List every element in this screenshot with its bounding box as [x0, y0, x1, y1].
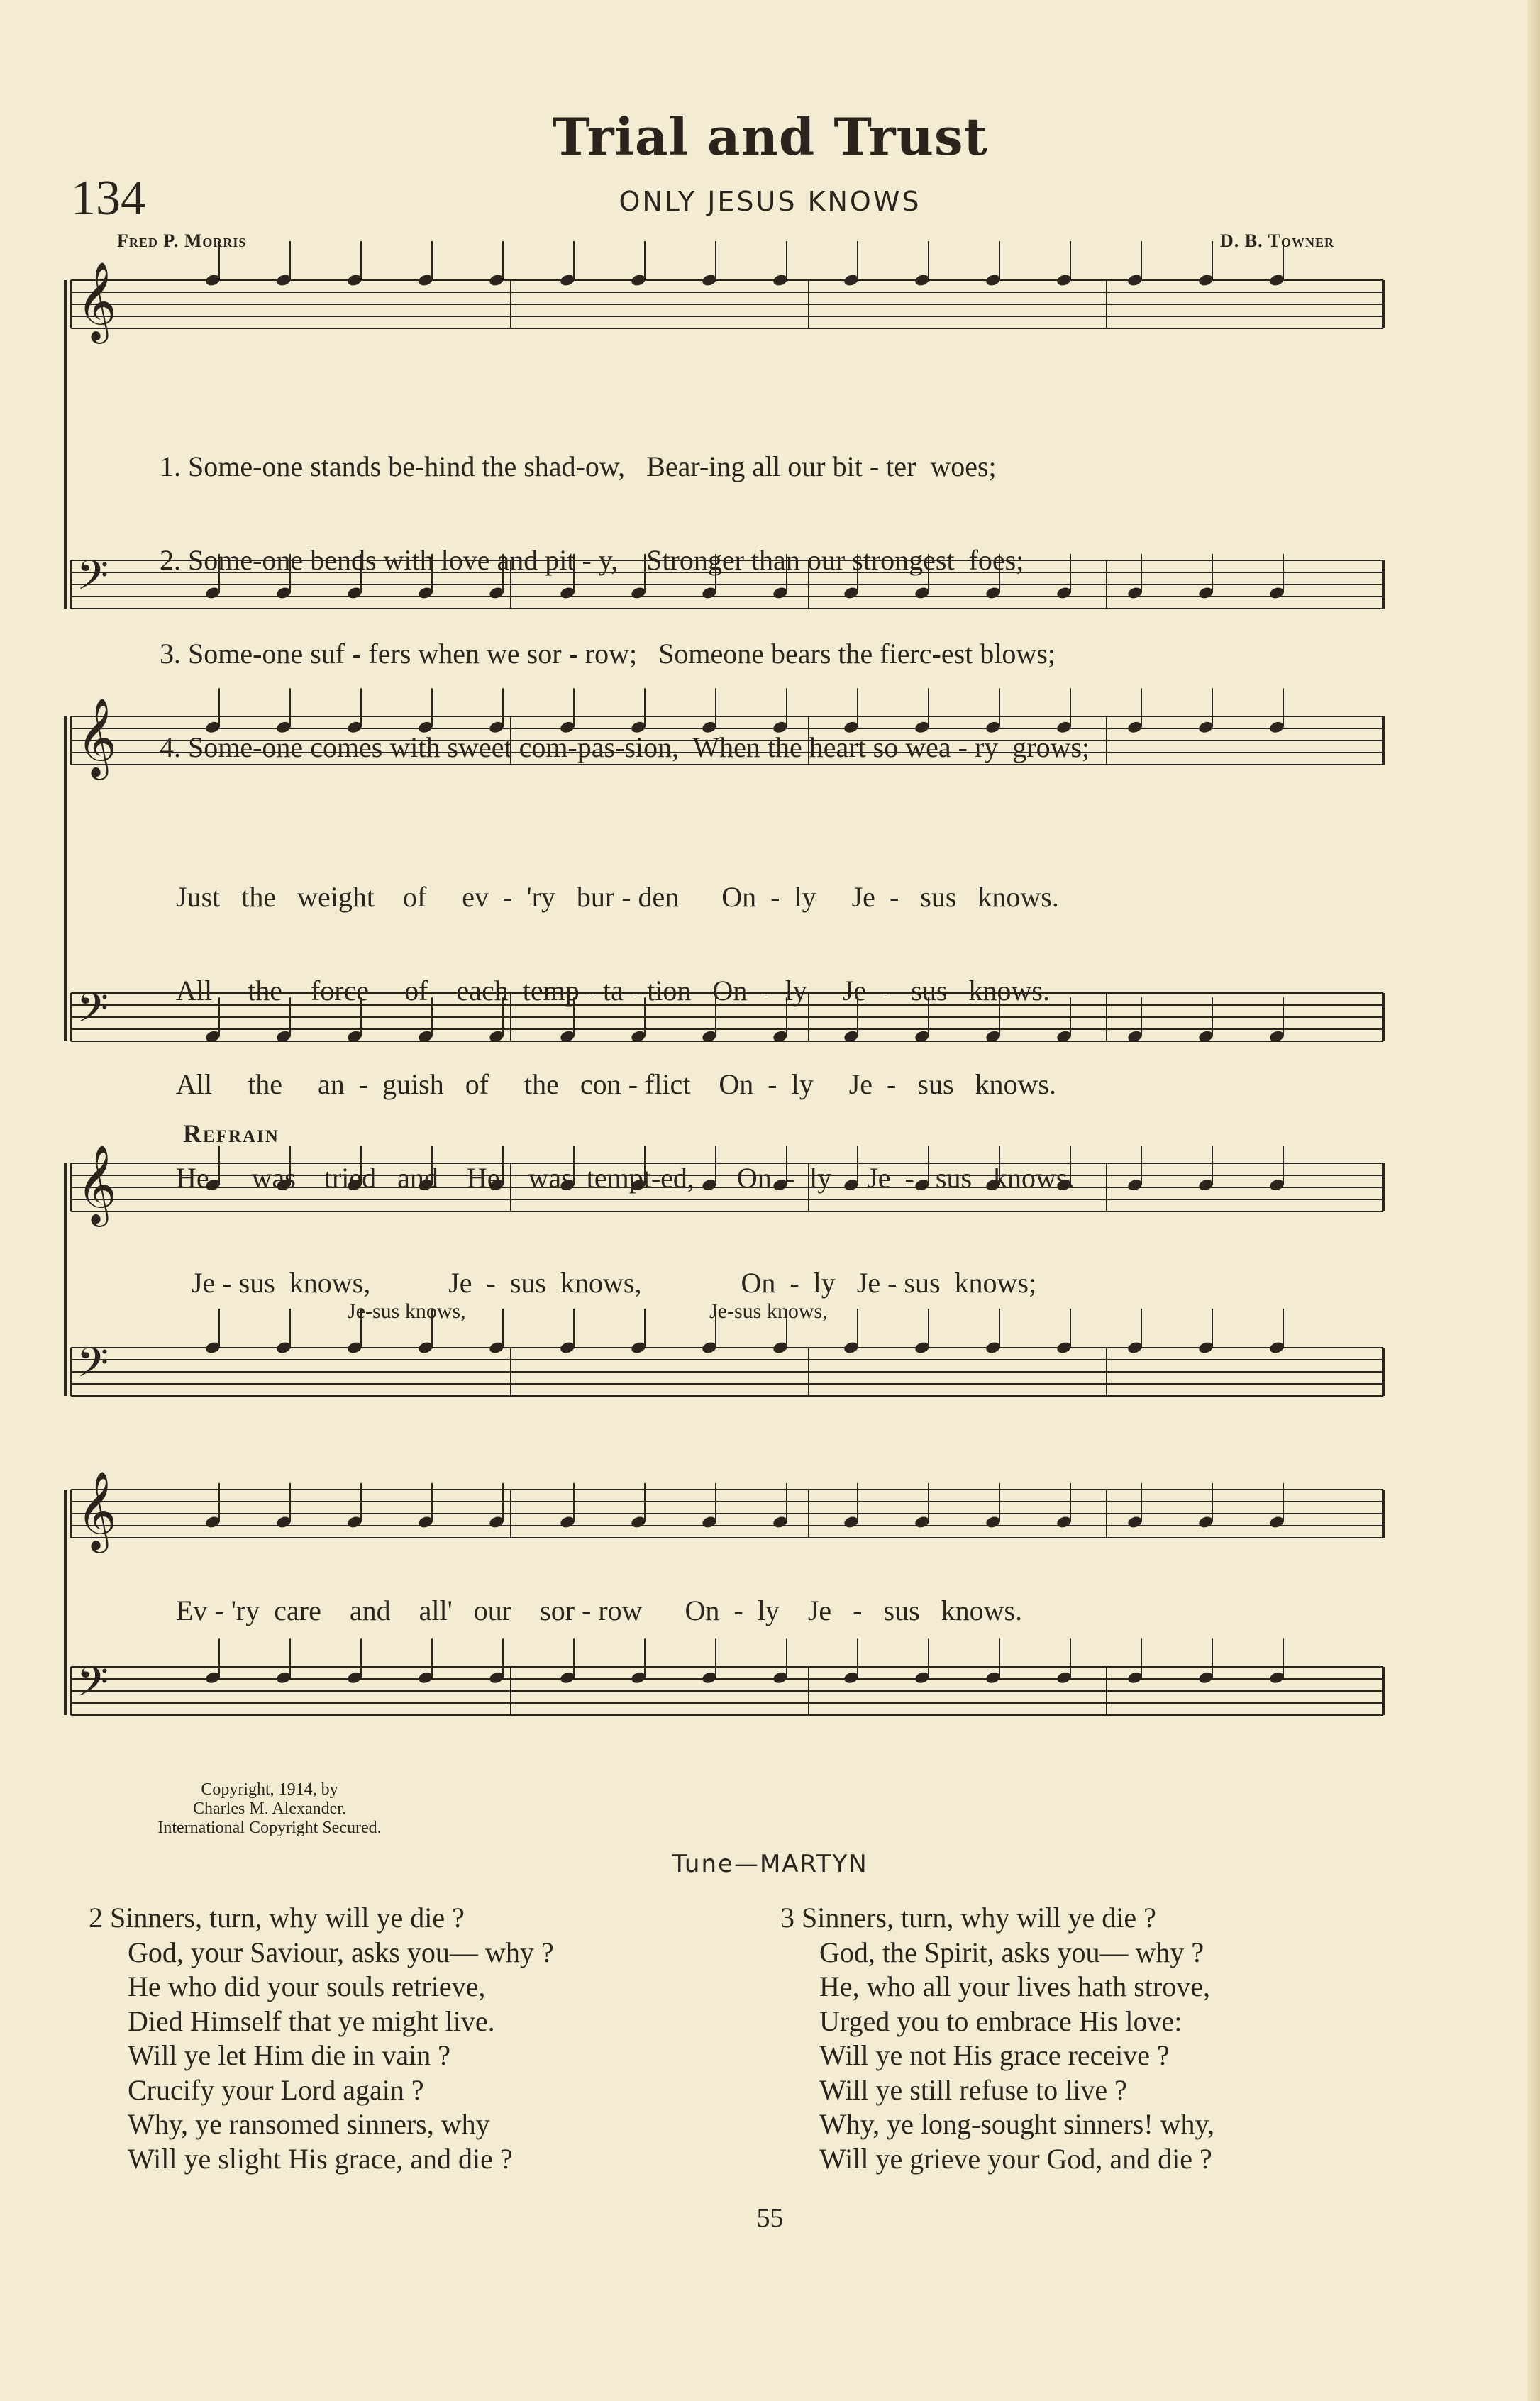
tune-name: Tune—MARTYN [672, 1850, 868, 1878]
treble-clef-icon: 𝄞 [77, 1144, 117, 1224]
stanza-3 [780, 1901, 1214, 2176]
music-composer: D. B. Towner [1220, 231, 1334, 251]
verse-3: 3. Some-one suf - fers when we sor - row; Someone bears the fierc-est blows; [160, 638, 1056, 670]
treble-clef-icon: 𝄞 [77, 261, 117, 340]
stanza-line: Will ye still refuse to live ? [819, 2073, 1127, 2106]
verse-lyrics-continued [176, 819, 1074, 1225]
verse-1-cont: Just the weight of ev - 'ry bur - den On - ly Je - sus knows. [176, 881, 1059, 913]
stanza-line: 2 Sinners, turn, why will ye die ? [89, 1902, 465, 1934]
bass-clef-icon: 𝄢 [77, 984, 109, 1042]
page-number: 55 [756, 2203, 784, 2233]
stanza-2 [89, 1901, 554, 2176]
verse-2-cont: All the force of each temp - ta - tion On - ly Je - sus knows. [176, 975, 1050, 1007]
refrain-echo-2: Je-sus knows, [709, 1299, 828, 1323]
copyright-line: Copyright, 1914, by [201, 1780, 338, 1799]
stanza-line: Why, ye long-sought sinners! why, [819, 2108, 1214, 2140]
verse-4-cont: He was tried and He was tempt-ed, On - ly Je - sus knows. [176, 1162, 1075, 1194]
stanza-line: Will ye not His grace receive ? [819, 2039, 1170, 2071]
words-author: Fred P. Morris [117, 231, 247, 251]
treble-clef-icon: 𝄞 [77, 697, 117, 777]
copyright-notice [85, 1780, 454, 1838]
hymn-number: 134 [71, 171, 145, 226]
verse-1: 1. Some-one stands be-hind the shad-ow, Bear-ing all our bit - ter woes; [160, 450, 997, 482]
stanza-line: He who did your souls retrieve, [128, 1970, 486, 2002]
stanza-line: Why, ye ransomed sinners, why [128, 2108, 490, 2140]
stanza-line: God, the Spirit, asks you— why ? [819, 1936, 1204, 1968]
bass-clef-icon: 𝄢 [77, 1658, 109, 1716]
stanza-line: Urged you to embrace His love: [819, 2004, 1182, 2037]
stanza-line: Will ye grieve your God, and die ? [819, 2142, 1212, 2175]
stanza-line: Will ye let Him die in vain ? [128, 2039, 450, 2071]
stanza-line: 3 Sinners, turn, why will ye die ? [780, 1902, 1156, 1934]
hymn-title: Trial and Trust [552, 106, 988, 167]
copyright-line: Charles M. Alexander. [193, 1800, 346, 1818]
refrain-line-2: Ev - 'ry care and all' our sor - row On - ly Je - sus knows. [176, 1595, 1023, 1626]
bass-clef-icon: 𝄢 [77, 551, 109, 609]
refrain-label: Refrain [183, 1119, 279, 1148]
treble-clef-icon: 𝄞 [77, 1470, 117, 1550]
stanza-line: He, who all your lives hath strove, [819, 1970, 1210, 2002]
verse-lyrics [160, 389, 1090, 794]
stanza-line: Died Himself that ye might live. [128, 2004, 495, 2037]
refrain-line-1: Je - sus knows, Je - sus knows, On - ly Je - sus knows; [192, 1267, 1037, 1299]
refrain-echo-1: Je-sus knows, [348, 1299, 466, 1323]
bass-clef-icon: 𝄢 [77, 1338, 109, 1397]
verse-2: 2. Some-one bends with love and pit - y, Stronger than our strongest foes; [160, 544, 1024, 576]
hymn-subtitle: ONLY JESUS KNOWS [619, 186, 921, 217]
stanza-line: God, your Saviour, asks you— why ? [128, 1936, 554, 1968]
stanza-line: Crucify your Lord again ? [128, 2073, 424, 2106]
verse-4: 4. Some-one comes with sweet com-pas-sion, When the heart so wea - ry grows; [160, 731, 1090, 763]
copyright-line: International Copyright Secured. [157, 1819, 382, 1837]
stanza-line: Will ye slight His grace, and die ? [128, 2142, 513, 2175]
verse-3-cont: All the an - guish of the con - flict On - ly Je - sus knows. [176, 1068, 1056, 1100]
